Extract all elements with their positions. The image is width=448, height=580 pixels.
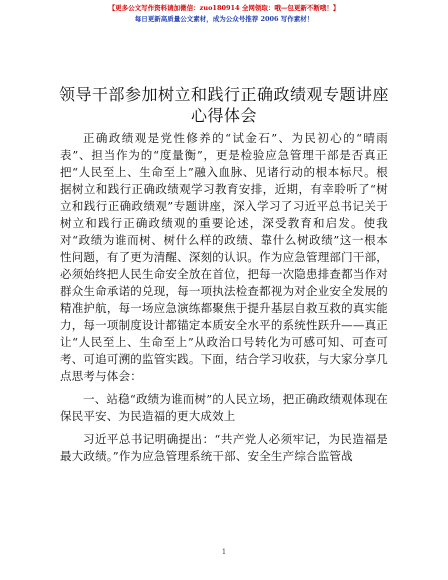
document-body (60, 130, 388, 471)
section-heading-1: 一、站稳“政绩为谁而树”的人民立场，把正确政绩观体现在保民平安、为民造福的更大成效上 (60, 392, 388, 423)
document-title-line1: 领导干部参加树立和践行正确政绩观专题讲座 (58, 85, 389, 104)
body-paragraph-section1: 习近平总书记明确提出：“共产党人必须牢记，为民造福是最大政绩。”作为应急管理系统干部、安全生产综合监管战 (60, 432, 388, 463)
document-title-line2: 心得体会 (190, 106, 257, 125)
header-banner-promo: 【更多公文写作资料请加微信：zuo180914 全网领取：哦—包更新不断哦！】 (108, 4, 340, 12)
header-banner-subtitle: 每日更新高质量公文素材，成为公众号推荐 2006 写作素材！ (134, 15, 314, 23)
page-number: 1 (221, 548, 227, 556)
body-paragraph-intro: 正确政绩观是党性修养的“试金石”、为民初心的“晴雨表”、担当作为的“度量衡”，更是检验应急管理干部是否真正把“人民至上、生命至上”融入血脉、见诸行动的根本标尺。根据树立和践行正确政绩观学习教育安排，近期，有幸聆听了“树立和践行正确政绩观”专题讲座，深入学习了习近平总书记关于树立和践行正确政绩观的重要论述，深受教育和启发。使我对“政绩为谁而树、树什么样的政绩、靠什么树政绩”这一根本性问题，有了更为清醒、深刻的认识。作为应急管理部门干部，必须始终把人民生命安全放在首位，把每一次隐患排查都当作对群众生命承诺的兑现，每一项执法检查都视为对企业安全发展的精准护航，每一场应急演练都聚焦于提升基层自救互救的真实能力，每一项制度设计都锚定本质安全水平的系统性跃升——真正让“人民至上、生命至上”从政治口号转化为可感可知、可查可考、可追可溯的监管实践。下面，结合学习收获，与大家分享几点思考与体会： (60, 131, 388, 383)
